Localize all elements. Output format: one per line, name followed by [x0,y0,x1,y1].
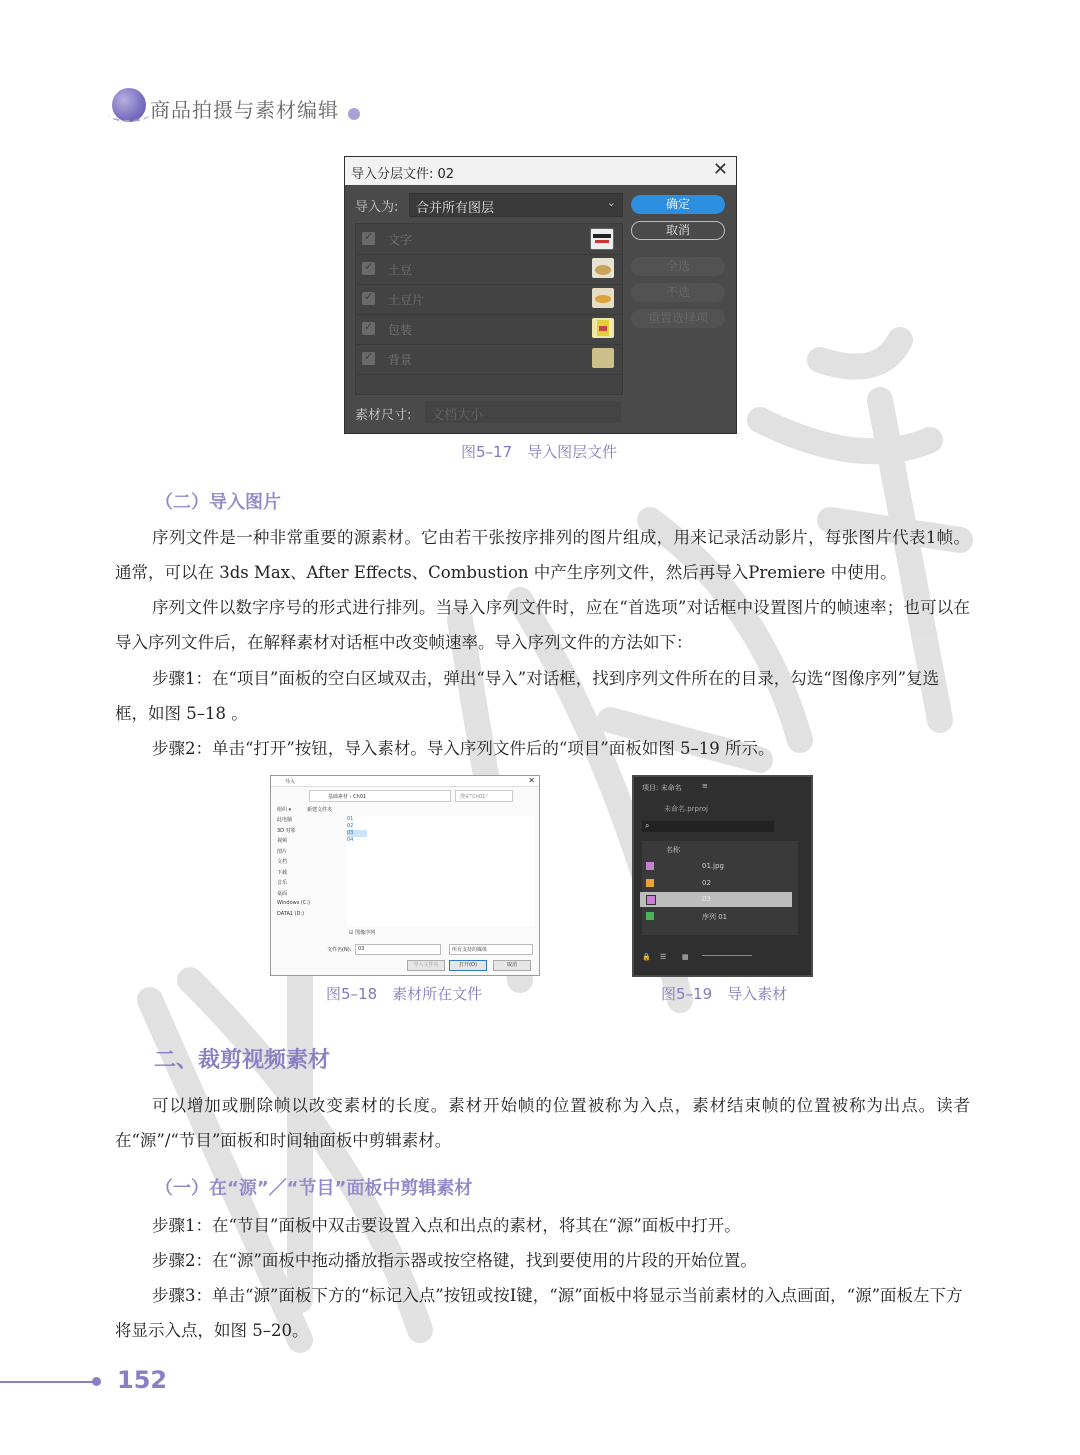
item-name: 序列 01 [702,913,728,921]
checkbox[interactable] [362,262,375,275]
footage-size-select[interactable] [425,401,621,423]
icon-view-icon[interactable]: ▦ [682,953,689,961]
window-title-bar [271,776,539,787]
project-item-selected[interactable] [640,892,792,907]
import-as-value: 合并所有图层 [416,201,495,216]
paragraph: 序列文件是一种非常重要的源素材。它由若干张按序排列的图片组成，用来记录活动影片，每张图片代表1帧。通常，可以在 3ds Max、After Effects、Combustion 中产生序列文件，然后再导入Premiere 中使用。 [115,528,970,582]
layer-name: 土豆片 [388,293,425,307]
step-text: 步骤1：在“项目”面板的空白区域双击，弹出“导入”对话框，找到序列文件所在的目录，勾选“图像序列”复选框，如图 5–18 。 [115,669,940,723]
tree-item[interactable]: 文档 [277,859,288,865]
list-view-icon[interactable]: ☰ [660,953,667,961]
path-bar[interactable] [309,790,451,802]
import-file-dialog-figure [270,775,540,976]
paragraph: 可以增加或删除帧以改变素材的长度。素材开始帧的位置被称为入点，素材结束帧的位置被称为出点。读者在“源”/“节目”面板和时间轴面板中剪辑素材。 [115,1096,970,1150]
step-text: 步骤1：在“节目”面板中双击要设置入点和出点的素材，将其在“源”面板中打开。 [152,1216,741,1235]
search-placeholder: 搜索"Ch01" [460,794,488,800]
import-folder-button[interactable]: 导入文件夹 [407,960,445,971]
filename-value: 03 [358,946,365,952]
label-swatch [646,912,654,920]
layer-thumbnail [592,348,614,368]
file-item[interactable]: 02 [347,823,354,829]
paragraph: 序列文件以数字序号的形式进行排列。当导入序列文件时，应在“首选项”对话框中设置图片的帧速率；也可以在导入序列文件后，在解释素材对话框中改变帧速率。导入序列文件的方法如下： [115,598,970,652]
file-list [347,816,535,926]
checkbox[interactable] [362,292,375,305]
file-item[interactable]: 03 [347,830,367,837]
project-panel-figure [632,775,813,977]
tree-item[interactable]: 此电脑 [277,817,293,823]
close-icon[interactable]: ✕ [528,776,535,785]
menu-icon[interactable]: ≡ [702,782,708,790]
search-input[interactable] [642,821,774,832]
checkbox[interactable] [362,352,375,365]
file-item[interactable]: 01 [347,816,354,822]
import-as-label: 导入为: [355,200,399,215]
layer-row[interactable] [356,344,622,375]
column-header-name: 名称 [666,846,680,854]
tree-item[interactable]: DATA1 (D:) [277,910,305,917]
select-all-button[interactable]: 全选 [631,257,725,276]
label-swatch [646,862,654,870]
page-number: 152 [117,1366,168,1394]
item-name: 02 [702,879,711,887]
layer-name: 文字 [388,233,413,247]
image-sequence-checkbox[interactable]: ☑ 图像序列 [349,930,376,936]
book-logo-icon [112,88,146,122]
tree-item[interactable]: 视频 [277,838,288,844]
close-icon[interactable]: ✕ [712,159,728,180]
tree-item[interactable]: 音乐 [277,880,288,886]
sub-heading: （一）在“源”／“节目”面板中剪辑素材 [155,1178,473,1199]
layer-row[interactable] [356,254,622,285]
section-heading: （二）导入图片 [155,492,281,513]
step-text: 步骤2：单击“打开”按钮，导入素材。导入序列文件后的“项目”面板如图 5–19 所示。 [152,739,775,758]
step-text: 步骤2：在“源”面板中拖动播放指示器或按空格键，找到要使用的片段的开始位置。 [152,1251,757,1270]
figure-caption: 图5–18 素材所在文件 [326,985,483,1003]
zoom-slider[interactable] [702,955,752,956]
panel-title: 项目: 未命名 [642,784,682,792]
footage-size-label: 素材尺寸: [355,408,412,423]
text-thumb-icon [591,229,613,249]
step-text: 步骤3：单击“源”面板下方的“标记入点”按钮或按I键，“源”面板中将显示当前素材的入点画面，“源”面板左下方将显示入点，如图 5–20。 [115,1286,963,1340]
item-name: 03 [702,895,711,903]
layer-row[interactable] [356,284,622,315]
image-sequence-label: 图像序列 [355,930,376,936]
section-heading: 二、裁剪视频素材 [154,1048,331,1073]
ok-button[interactable]: 确定 [631,195,725,214]
layer-thumbnail [592,258,614,278]
file-type-value: 所有支持的媒体 [452,947,488,953]
project-item[interactable] [640,909,792,924]
figure-caption: 图5–17 导入图层文件 [461,443,618,461]
figure-caption: 图5–19 导入素材 [661,985,788,1003]
project-item[interactable] [640,876,792,891]
footer-rule [0,1381,94,1383]
layer-list [355,223,623,395]
layer-name: 背景 [388,353,413,367]
potato-chips-thumb-icon [592,288,614,308]
footage-size-value: 文档大小 [431,408,484,423]
file-item[interactable]: 04 [347,837,354,843]
lock-icon[interactable]: 🔒 [642,953,651,961]
search-icon: ⌕ [645,821,650,830]
label-swatch [646,879,654,887]
window-title: 导入 [285,779,296,785]
tree-item[interactable]: 图片 [277,848,288,855]
reset-selection-button[interactable]: 重置选择项 [631,309,725,328]
checkbox[interactable] [362,232,375,245]
layer-row[interactable] [356,224,622,255]
dialog-title: 导入分层文件: 02 [351,167,455,182]
chevron-down-icon: ⌄ [606,196,616,209]
layer-thumbnail [592,318,614,338]
layer-row[interactable] [356,314,622,345]
layer-thumbnail [590,228,614,250]
panel-footer-toolbar [642,953,798,965]
tree-item[interactable]: 下载 [277,869,288,876]
select-none-button[interactable]: 不选 [631,283,725,302]
filename-label: 文件名(N): [327,947,352,953]
path-text: 基础素材 › Ch01 [328,794,367,800]
layer-name: 土豆 [388,263,413,277]
cancel-button[interactable]: 取消 [631,221,725,240]
dialog-title-bar [345,157,736,185]
import-layered-file-dialog [344,156,737,434]
cancel-button[interactable]: 取消 [493,960,531,971]
tree-item[interactable]: Windows (C:) [277,900,310,906]
package-thumb-icon [592,318,614,338]
project-file-name: 未命名.prproj [664,805,708,813]
footer-dot [92,1377,101,1386]
book-title: 商品拍摄与素材编辑 [150,98,339,122]
new-folder-button[interactable]: 新建文件夹 [307,807,333,813]
open-button[interactable]: 打开(O) [449,960,487,971]
organize-menu[interactable]: 组织 ▾ [277,807,292,813]
tree-item[interactable]: 3D 对象 [277,827,296,834]
file-type-select[interactable] [449,944,533,955]
layer-thumbnail [592,288,614,308]
item-name: 01.jpg [702,862,724,870]
label-swatch [646,895,656,905]
header-dot [348,108,360,120]
search-input[interactable] [455,790,513,802]
potato-thumb-icon [592,258,614,278]
folder-tree [277,816,343,956]
layer-name: 包装 [388,323,413,337]
tree-item[interactable]: 桌面 [277,890,288,897]
filename-input[interactable] [355,944,441,955]
checkbox[interactable] [362,322,375,335]
project-item[interactable] [640,859,792,874]
import-as-select[interactable] [409,193,623,217]
